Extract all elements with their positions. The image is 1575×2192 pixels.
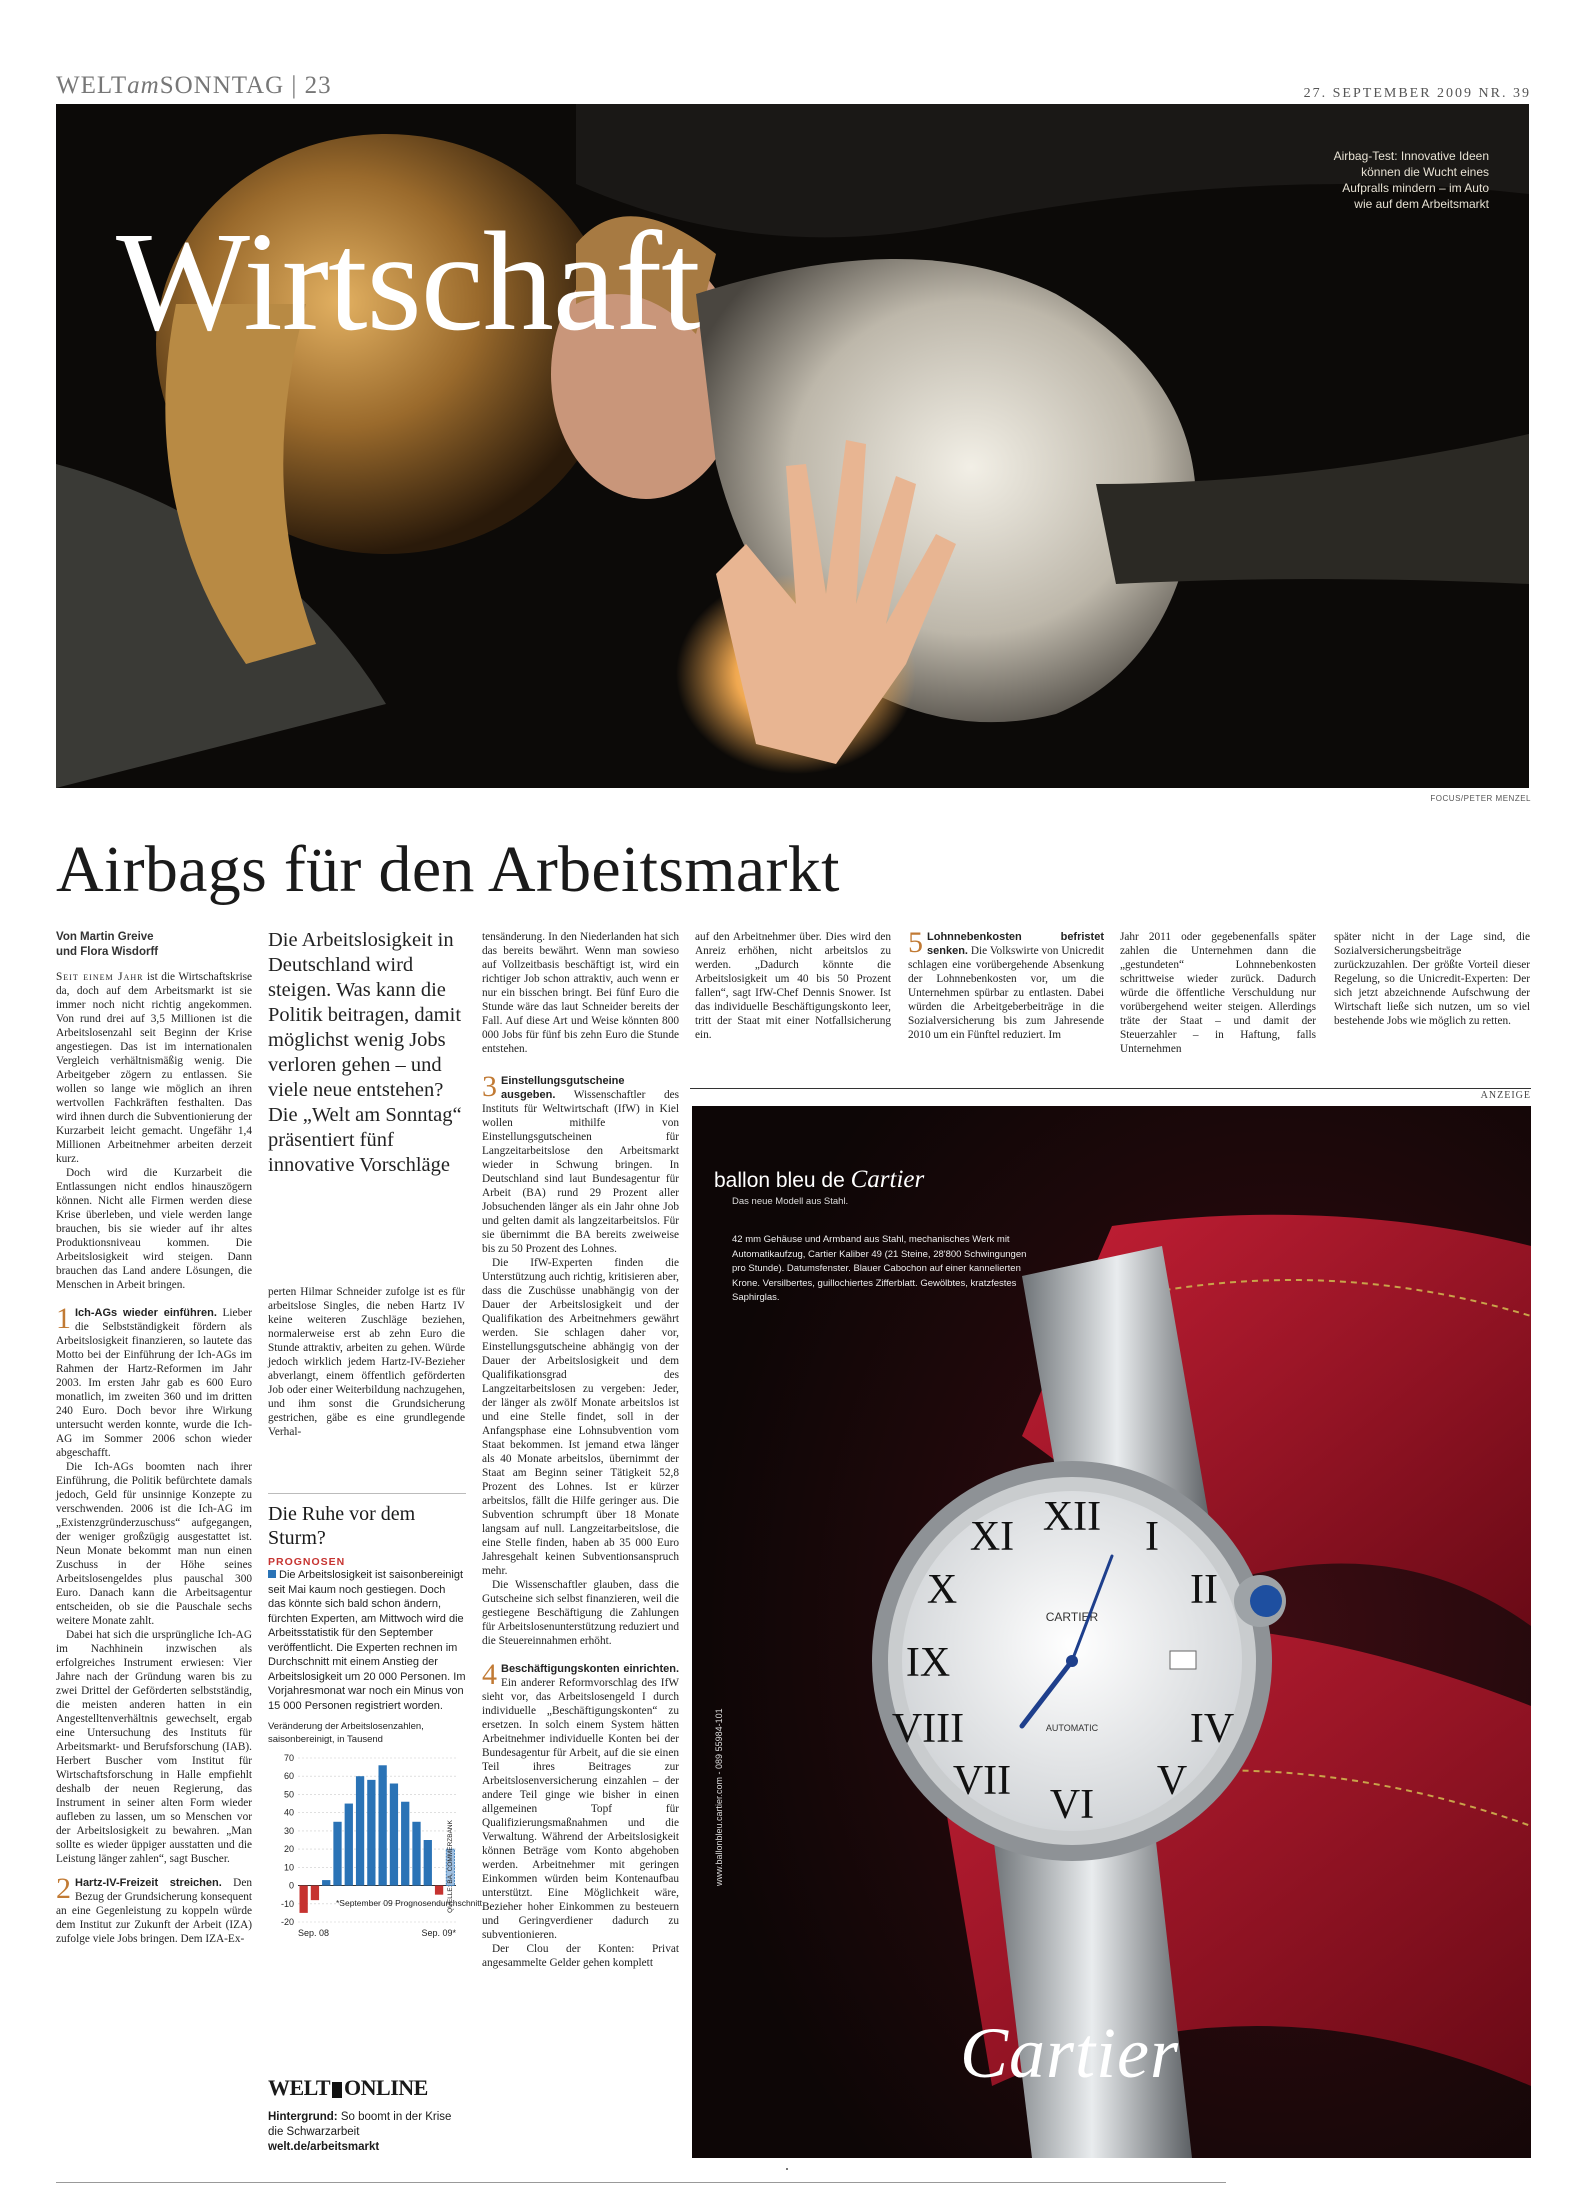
chart-bar <box>300 1886 308 1913</box>
hero-photo <box>56 104 1529 788</box>
byline-line-2: und Flora Wisdorff <box>56 946 159 958</box>
paragraph <box>56 970 252 1166</box>
point-number: 3 <box>482 1070 497 1103</box>
unemployment-bar-chart <box>268 1750 483 1950</box>
ad-brand-inline: Cartier <box>850 1166 925 1193</box>
section-title: Wirtschaft <box>116 202 700 360</box>
article-headline: Airbags für den Arbeitsmarkt <box>56 833 840 906</box>
chart-source: QUELLE: BA, COMMERZBANK <box>447 1820 454 1913</box>
ad-product-name <box>714 1166 924 1194</box>
bullet-square-icon <box>268 1570 276 1578</box>
online-teaser-url[interactable]: welt.de/arbeitsmarkt <box>268 2141 380 2153</box>
point-heading: Einstellungsgutscheine ausgeben. <box>501 1075 625 1101</box>
y-tick-label: 10 <box>283 1862 294 1873</box>
article-column-3 <box>482 930 679 1970</box>
paragraph: Dabei hat sich die ursprüngliche Ich-AG im Nachhinein inzwischen als erfolgreiches Instrument erwiesen: Vier Jahre nach der Gründung waren bis zu zwei Drittel der Geförderten selbstständig, die meisten anderen hatten in ein Angestelltenverhältnis gewechselt, ergab eine Untersuchung des Instituts für Arbeitsmarkt- und Berufsforschung (IAB). Herbert Buscher vom Institut für Wirtschaftsforschung in Halle empfiehlt deshalb der neuen Regierung, das Instrument in seiner alten Form wieder aufleben zu lassen, um so Menschen vor der Arbeitslosigkeit zu bewahren. „Man sollte es wieder üppiger ausstatten und die Leistung länger zahlen“, sagt Buscher. <box>56 1629 252 1865</box>
page-number: | 23 <box>291 72 332 99</box>
paragraph: Jahr 2011 oder gegebenenfalls später zahlen die Unternehmen dann die „gestundeten“ Lohnnebenkosten schrittweise wieder zurück. Dadurch würde die öffentliche Verschuldung nur vorübergehend weiter steigen. Allerdings träte der Staat – und damit der Steuerzahler – in Haftung, falls Unternehmen <box>1120 931 1316 1055</box>
masthead-am: am <box>127 72 160 99</box>
lead-in: Seit einem Jahr <box>56 971 144 983</box>
cartier-advertisement[interactable] <box>692 1106 1531 2158</box>
logo-block-icon <box>332 2082 342 2098</box>
y-tick-label: -20 <box>280 1917 294 1927</box>
point-heading: Ich-AGs wieder einführen. <box>75 1307 217 1319</box>
byline-line-1: Von Martin Greive <box>56 931 154 943</box>
cartier-logo: Cartier <box>960 2013 1180 2093</box>
point-number: 2 <box>56 1872 71 1905</box>
article-column-7 <box>1334 930 1530 1028</box>
article-column-1 <box>56 930 252 1946</box>
article-column-5 <box>908 926 1104 1042</box>
svg-text:IX: IX <box>905 1640 951 1686</box>
svg-text:I: I <box>1145 1514 1159 1560</box>
article-teaser: Die Arbeitslosigkeit in Deutschland wird steigen. Was kann die Politik beitragen, damit möglichst wenig Jobs verloren gehen – und viele neue entstehen? Die „Welt am Sonntag“ präsentiert fünf innovative Vorschläge <box>268 929 462 1176</box>
chart-bar <box>435 1886 443 1895</box>
chart-bar <box>379 1765 387 1885</box>
chart-bar <box>356 1776 364 1885</box>
ad-copy: 42 mm Gehäuse und Armband aus Stahl, mechanisches Werk mit Automatikaufzug, Cartier Kaliber 49 (21 Steine, 28'800 Schwingungen pro Stunde). Datumsfenster. Blauer Cabochon auf einer kannelierten Krone. Versilbertes, guillochiertes Zifferblatt. Gewölbtes, kratzfestes Saphirglas. <box>732 1234 1027 1303</box>
chart-caption: Veränderung der Arbeitslosenzahlen, saisonbereinigt, in Tausend <box>268 1721 424 1745</box>
chart-annotation: *September 09 Prognosendurchschnitt <box>336 1897 483 1908</box>
dial-automatic: AUTOMATIC <box>1045 1723 1099 1733</box>
chart-bar <box>424 1840 432 1886</box>
point-number: 4 <box>482 1658 497 1691</box>
svg-text:VIII: VIII <box>891 1706 965 1752</box>
paragraph: später nicht in der Lage sind, die Sozialversicherungsbeiträge zurückzuzahlen. Der größte Vorteil dieser Regelung, so die Unicredit-Experten: Der sich jetzt abzeichnende Aufschwung der Wirtschaft ließe sich nutzen, um so viel bestehende Jobs wie möglich zu retten. <box>1334 931 1530 1027</box>
y-tick-label: 70 <box>283 1753 294 1763</box>
paragraph: tensänderung. In den Niederlanden hat sich das bereits bewährt. Wenn man sowieso auf Vollzeitbasis beschäftigt ist, wird ein richtiger Job schon attraktiv, auch wenn er nur ein bisschen bringt. Bei fünf Euro die Stunde wäre das laut Schneider bereits der Fall. Auf diese Art und Weise könnten 800 000 Jobs für fünf bis zehn Euro die Stunde entstehen. <box>482 931 679 1055</box>
welt-online-logo <box>268 2075 428 2101</box>
x-tick-label: Sep. 08 <box>298 1928 330 1938</box>
paragraph <box>56 1302 252 1460</box>
welt-online-b: ONLINE <box>344 2075 428 2100</box>
infobox-kicker: PROGNOSEN <box>268 1556 346 1568</box>
paragraph: Die Wissenschaftler glauben, dass die Gutscheine sich selbst finanzieren, weil die gestiegene Beschäftigung die Zahlungen für Arbeitslosenunterstützung reduziert und die Steuereinnahmen erhöht. <box>482 1579 679 1647</box>
point-number: 1 <box>56 1302 71 1335</box>
point-number: 5 <box>908 926 923 959</box>
y-tick-label: 20 <box>283 1844 294 1855</box>
svg-text:IV: IV <box>1189 1706 1235 1752</box>
svg-text:VI: VI <box>1049 1782 1095 1828</box>
ad-subtitle: Das neue Modell aus Stahl. <box>732 1196 849 1207</box>
svg-text:X: X <box>926 1567 958 1613</box>
online-teaser-text: So boomt in der Krise die Schwarzarbeit <box>268 2111 452 2138</box>
chart-bar <box>367 1780 375 1886</box>
point-heading: Beschäftigungskonten einrichten. <box>501 1663 679 1675</box>
masthead-sonntag: SONNTAG <box>159 72 285 99</box>
article-column-2 <box>268 1285 465 1439</box>
footer-rule <box>56 2182 1226 2183</box>
article-column-4 <box>695 930 891 1042</box>
page-dot <box>786 2168 788 2170</box>
paragraph-text: Wissenschaftler des Instituts für Weltwirtschaft (IfW) in Kiel wollen mithilfe von Einstellungsgutscheinen für Langzeitarbeitslose den Arbeitsmarkt wieder in Schwung bringen. In Deutschland sind laut Bundesagentur für Arbeit (BA) rund 29 Prozent aller Jobsuchenden länger als ein Jahr ohne Job und gelten damit als langzeitarbeitslos. Für sie übernimmt die BA bereits zweiweise bis zu 50 Prozent des Lohnes. <box>482 1089 680 1255</box>
y-tick-label: 60 <box>283 1771 294 1782</box>
paragraph <box>56 1872 252 1946</box>
paragraph-text: ist die Wirtschaftskrise da, doch auf dem Arbeitsmarkt ist sie immer noch nicht richtig angekommen. Von rund drei auf 3,5 Millionen ist die Arbeitslosenzahl seit Beginn der Krise angestiegen. Das ist im internationalen Vergleich verhältnismäßig wenig. Die Arbeitgeber zögern zu entlassen. Sie wollen so lange wie möglich an ihren wertvollen Fachkräften festhalten. Das wird ihnen durch die Subventionierung der Kurzarbeit leicht gemacht. Ungefähr 1,4 Millionen Arbeitnehmer arbeiten derzeit kurz. <box>56 971 253 1165</box>
ad-label: ANZEIGE <box>1480 1090 1531 1101</box>
paragraph-text: Die Volkswirte von Unicredit schlagen eine vorübergehende Absenkung der Lohnnebenkosten vor, um die Unternehmen spürbar zu entlasten. Dabei würden die Arbeitgeberbeiträge in die Sozialversicherung bis zum Jahresende 2010 um ein Fünftel reduziert. Im <box>908 945 1104 1041</box>
svg-text:XI: XI <box>969 1514 1015 1560</box>
paragraph <box>482 1070 680 1256</box>
paragraph-text: Den Bezug der Grundsicherung konsequent an eine Gegenleistung zu koppeln würde dem Institut zur Zukunft der Arbeit (IZA) zufolge viele Jobs bringen. Dem IZA-Ex- <box>56 1877 252 1945</box>
online-teaser-label: Hintergrund: <box>268 2111 338 2123</box>
article-column-6 <box>1120 930 1316 1056</box>
svg-text:V: V <box>1156 1758 1188 1804</box>
masthead <box>56 72 332 100</box>
y-tick-label: 30 <box>283 1825 294 1836</box>
ad-divider <box>690 1088 1531 1089</box>
chart-bar <box>333 1822 341 1886</box>
online-teaser <box>268 2110 468 2155</box>
svg-text:VII: VII <box>952 1758 1012 1804</box>
infobox-text <box>268 1568 466 1713</box>
dial-brand: CARTIER <box>1045 1610 1099 1624</box>
paragraph: Die IfW-Experten finden die Unterstützung auch richtig, kritisieren aber, dass die Zuschüsse unabhängig von der Dauer der Arbeitslosigkeit und der Qualifikation des Arbeitnehmers gewährt werden. Sie schlagen daher vor, Einstellungsgutscheine abhängig von der Dauer der Arbeitslosigkeit und dem Qualifikationsgrad des Langzeitarbeitslosen zu vergeben: Jeder, der länger als zwölf Monate arbeitslos ist und eine Stelle findet, soll in der Anfangsphase eine Lohnsubvention vom Staat bekommen. Ist jemand etwa länger als 40 Monate arbeitslos, übernimmt der Staat am Beginn seiner Tätigkeit 52,8 Prozent des Lohnes. Ist er kürzer arbeitslos, fällt die Hilfe geringer aus. Die Subvention schrumpft über 18 Monate langsam auf null. Langzeitarbeitslose, die eine Stelle finden, haben ab 35 000 Euro Jahresgehalt keinen Subventionsanspruch mehr. <box>482 1257 679 1577</box>
paragraph <box>908 926 1104 1042</box>
dateline: 27. SEPTEMBER 2009 NR. 39 <box>1303 86 1531 101</box>
point-heading: Hartz-IV-Freizeit streichen. <box>75 1877 222 1889</box>
chart-bar <box>401 1802 409 1886</box>
ad-url[interactable]: www.ballonbleu.cartier.com - 089 55984-101 <box>714 1708 724 1886</box>
hero-caption: Airbag-Test: Innovative Ideen können die Wucht eines Aufpralls mindern – im Auto wie auf dem Arbeitsmarkt <box>1333 149 1489 211</box>
chart-bar <box>390 1784 398 1886</box>
chart-bar <box>311 1886 319 1901</box>
ad-product-text: ballon bleu de <box>714 1169 845 1192</box>
infobox-title: Die Ruhe vor dem Sturm? <box>268 1503 416 1549</box>
paragraph: Doch wird die Kurzarbeit die Entlassungen nicht endlos hinauszögern können. Nicht alle Firmen werden diese Krise überleben, und viele werden lange brauchen, bis sie wieder auf ihr altes Produktionsniveau kommen. Die Arbeitslosigkeit wird steigen. Dann brauchen das Land andere Lösungen, die Menschen in Arbeit bringen. <box>56 1167 252 1291</box>
paragraph <box>482 1658 679 1942</box>
y-tick-label: 40 <box>283 1807 294 1818</box>
y-tick-label: 50 <box>283 1789 294 1800</box>
paragraph-text: Lieber die Selbstständigkeit fördern als Arbeitslosigkeit finanzieren, so lautete das Motto bei der Einführung der Ich-AGs im Rahmen der Hartz-Reformen im Jahr 2003. Im ersten Jahr gab es 600 Euro monatlich, im zweiten 360 und im dritten 240 Euro. Doch bevor ihre Wirkung untersucht werden konnte, wurde die Ich-AG im Sommer 2006 schon wieder abgeschafft. <box>56 1307 252 1459</box>
paragraph: auf den Arbeitnehmer über. Dies wird den Anreiz erhöhen, nicht arbeitslos zu werden. „Dadurch könnte die Arbeitslosigkeit um 40 bis 50 Prozent fallen“, sagt IfW-Chef Dennis Snower. Ist das individuelle Beschäftigungskonto leer, tritt der Staat mit einer Notfallsicherung ein. <box>695 931 891 1041</box>
paragraph: perten Hilmar Schneider zufolge ist es für arbeitslose Singles, die neben Hartz IV keine weiteren Zuschläge beziehen, normalerweise erst ab zehn Euro die Stunde attraktiv, arbeiten zu gehen. Würde jedoch wirklich jedem Hartz-IV-Bezieher abverlangt, einem öffentlich geförderten Job oder einer Weiterbildung nachzugehen, und ihm sonst die Grundsicherung gestrichen, gäbe es eine grundlegende Verhal- <box>268 1286 465 1438</box>
x-tick-label: Sep. 09* <box>421 1928 456 1938</box>
byline <box>56 930 252 960</box>
masthead-welt: WELT <box>56 72 128 99</box>
chart-bar <box>322 1880 330 1885</box>
chart-bar <box>345 1804 353 1886</box>
point-heading: Lohnnebenkosten befristet senken. <box>927 931 1104 957</box>
y-tick-label: -10 <box>280 1898 294 1909</box>
svg-text:XII: XII <box>1042 1494 1102 1540</box>
chart-bar <box>412 1822 420 1886</box>
paragraph-text: Ein anderer Reformvorschlag des IfW sieht vor, das Arbeitslosengeld I durch individuelle „Beschäftigungskonten“ zu ersetzen. In solch einem System hätten Arbeitnehmer individuelle Konten bei der Bundesagentur für Arbeit, auf die sie einen Teil ihres Beitrages zur Arbeitslosenversicherung einzahlen – der andere Teil ginge wie bisher in einen allgemeinen Topf für Qualifizierungsmaßnahmen und die Verwaltung. Während der Arbeitslosigkeit können Beträge vom Konto abgehoben werden. Arbeitnehmer mit geringen Einkommen würden beim Kontenaufbau unterstützt. Eine Möglichkeit wäre, Bezieher hoher Einkommen zu besteuern und Geringverdiener dadurch zu subventionieren. <box>482 1677 679 1941</box>
infobox-text-body: Die Arbeitslosigkeit ist saisonbereinigt seit Mai kaum noch gestiegen. Doch das könnte sich bald schon ändern, fürchten Experten, am Mittwoch wird die Arbeitsstatistik für den September veröffentlicht. Die Experten rechnen im Durchschnitt mit einem Anstieg der Arbeitslosigkeit um 20 000 Personen. Im Vorjahresmonat war noch ein Minus von 15 000 Personen registriert worden. <box>268 1569 466 1712</box>
paragraph: Der Clou der Konten: Privat angesammelte Gelder gehen komplett <box>482 1943 679 1969</box>
infobox <box>268 1493 483 2016</box>
paragraph: Die Ich-AGs boomten nach ihrer Einführung, die Politik befürchtete damals jedoch, Geld für unsinnige Konzepte zu verschwenden. 2006 ist die Ich-AG im „Existenzgründerzuschuss“ aufgegangen, der weniger großzügig ausgestattet ist. Neun Monate bekommt man nun einen Zuschuss in der Höhe seines Arbeitslosengeldes plus pauschal 300 Euro. Danach kann die Arbeitsagentur entscheiden, ob sie die Pauschale sechs weitere Monate zahlt. <box>56 1461 252 1627</box>
y-tick-label: 0 <box>288 1880 294 1891</box>
photo-credit: FOCUS/PETER MENZEL <box>1430 794 1531 803</box>
svg-text:II: II <box>1190 1567 1218 1613</box>
welt-online-a: WELT <box>268 2075 331 2100</box>
